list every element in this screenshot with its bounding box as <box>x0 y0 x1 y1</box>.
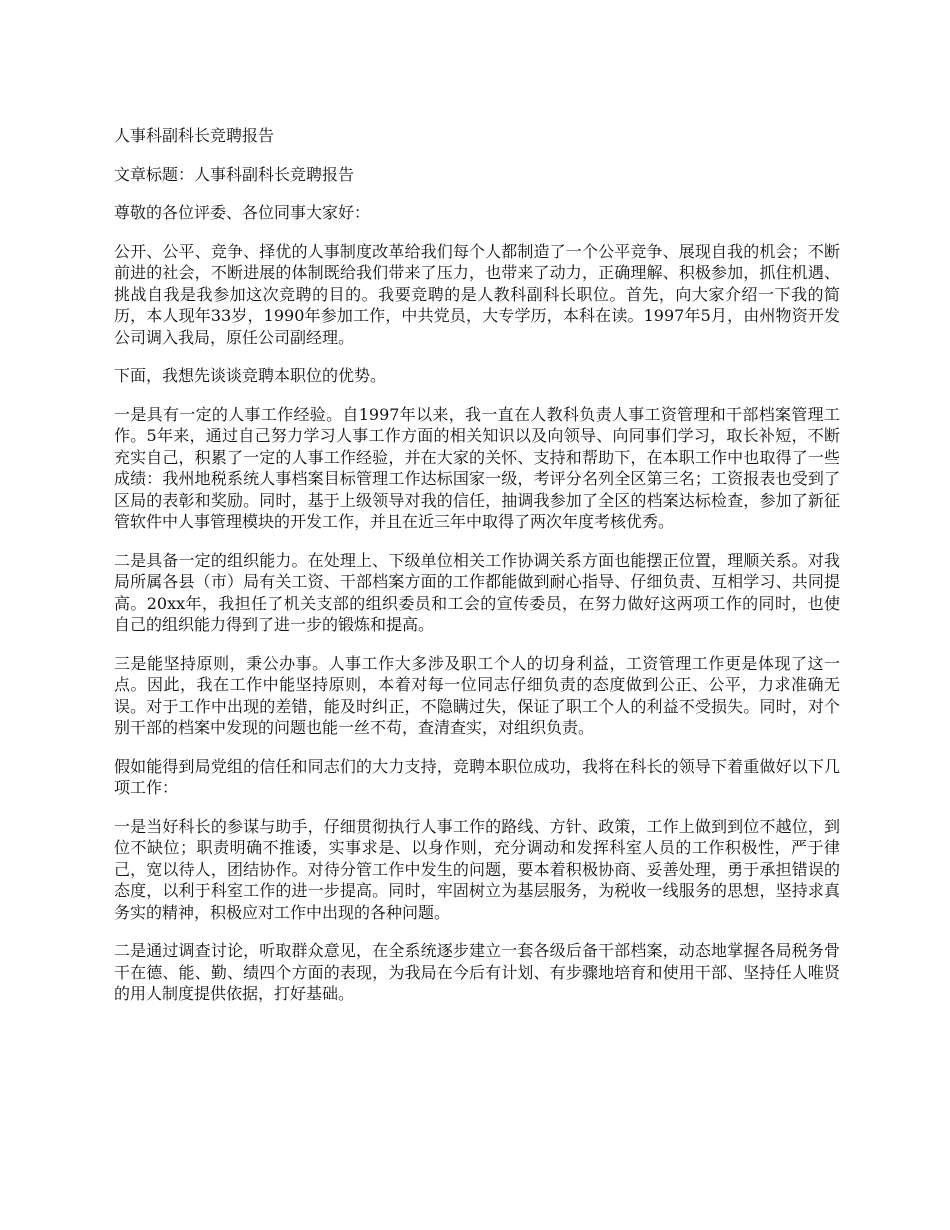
advantage-experience-paragraph: 一是具有一定的人事工作经验。自1997年以来，我一直在人教科负责人事工资管理和干部档案管理工作。5年来，通过自己努力学习人事工作方面的相关知识以及向领导、向同事们学习，取长补短，不断充实自己，积累了一定的人事工作经验，并在大家的关怀、支持和帮助下，在本职工作中也取得了一些成绩：我州地税系统人事档案目标管理工作达标国家一级，考评分名列全区第三名；工资报表也受到了区局的表彰和奖励。同时，基于上级领导对我的信任，抽调我参加了全区的档案达标检查，参加了新征管软件中人事管理模块的开发工作，并且在近三年中取得了两次年度考核优秀。 <box>114 404 840 531</box>
advantage-principle-paragraph: 三是能坚持原则，秉公办事。人事工作大多涉及职工个人的切身利益，工资管理工作更是体现了这一点。因此，我在工作中能坚持原则，本着对每一位同志仔细负责的态度做到公正、公平，力求准确无误。对于工作中出现的差错，能及时纠正，不隐瞒过失，保证了职工个人的利益不受损失。同时，对个别干部的档案中发现的问题也能一丝不苟，查清查实，对组织负责。 <box>114 653 840 737</box>
advantages-heading: 下面，我想先谈谈竞聘本职位的优势。 <box>114 366 387 385</box>
plan-intro-paragraph: 假如能得到局党组的信任和同志们的大力支持，竞聘本职位成功，我将在科长的领导下着重做好以下几项工作： <box>114 756 840 797</box>
plan-item-1-paragraph: 一是当好科长的参谋与助手，仔细贯彻执行人事工作的路线、方针、政策，工作上做到到位不越位，到位不缺位；职责明确不推诿，实事求是、以身作则，充分调动和发挥科室人员的工作积极性，严于律己，宽以待人，团结协作。对待分管工作中发生的问题，要本着积极协商、妥善处理，勇于承担错误的态度，以利于科室工作的进一步提高。同时，牢固树立为基层服务，为税收一线服务的思想，坚持求真务实的精神，积极应对工作中出现的各种问题。 <box>114 816 840 922</box>
advantage-organization-paragraph: 二是具备一定的组织能力。在处理上、下级单位相关工作协调关系方面也能摆正位置，理顺关系。对我局所属各县（市）局有关工资、干部档案方面的工作都能做到耐心指导、仔细负责、互相学习、共同提高。20xx年，我担任了机关支部的组织委员和工会的宣传委员，在努力做好这两项工作的同时，也使自己的组织能力得到了进一步的锻炼和提高。 <box>114 550 840 634</box>
intro-paragraph: 公开、公平、竞争、择优的人事制度改革给我们每个人都制造了一个公平竞争、展现自我的机会；不断前进的社会，不断进展的体制既给我们带来了压力，也带来了动力，正确理解、积极参加，抓住机遇、挑战自我是我参加这次竞聘的目的。我要竞聘的是人教科副科长职位。首先，向大家介绍一下我的简历，本人现年33岁，1990年参加工作，中共党员，大专学历，本科在读。1997年5月，由州物资开发公司调入我局，原任公司副经理。 <box>114 241 840 347</box>
document-title: 人事科副科长竞聘报告 <box>114 126 275 145</box>
document-body <box>114 125 840 1022</box>
article-title-line: 文章标题：人事科副科长竞聘报告 <box>114 164 355 184</box>
salutation: 尊敬的各位评委、各位同事大家好： <box>114 203 371 222</box>
plan-item-2-paragraph: 二是通过调查讨论，听取群众意见，在全系统逐步建立一套各级后备干部档案，动态地掌握各局税务骨干在德、能、勤、绩四个方面的表现，为我局在今后有计划、有步骤地培育和使用干部、坚持任人唯贤的用人制度提供依据，打好基础。 <box>114 941 840 1003</box>
